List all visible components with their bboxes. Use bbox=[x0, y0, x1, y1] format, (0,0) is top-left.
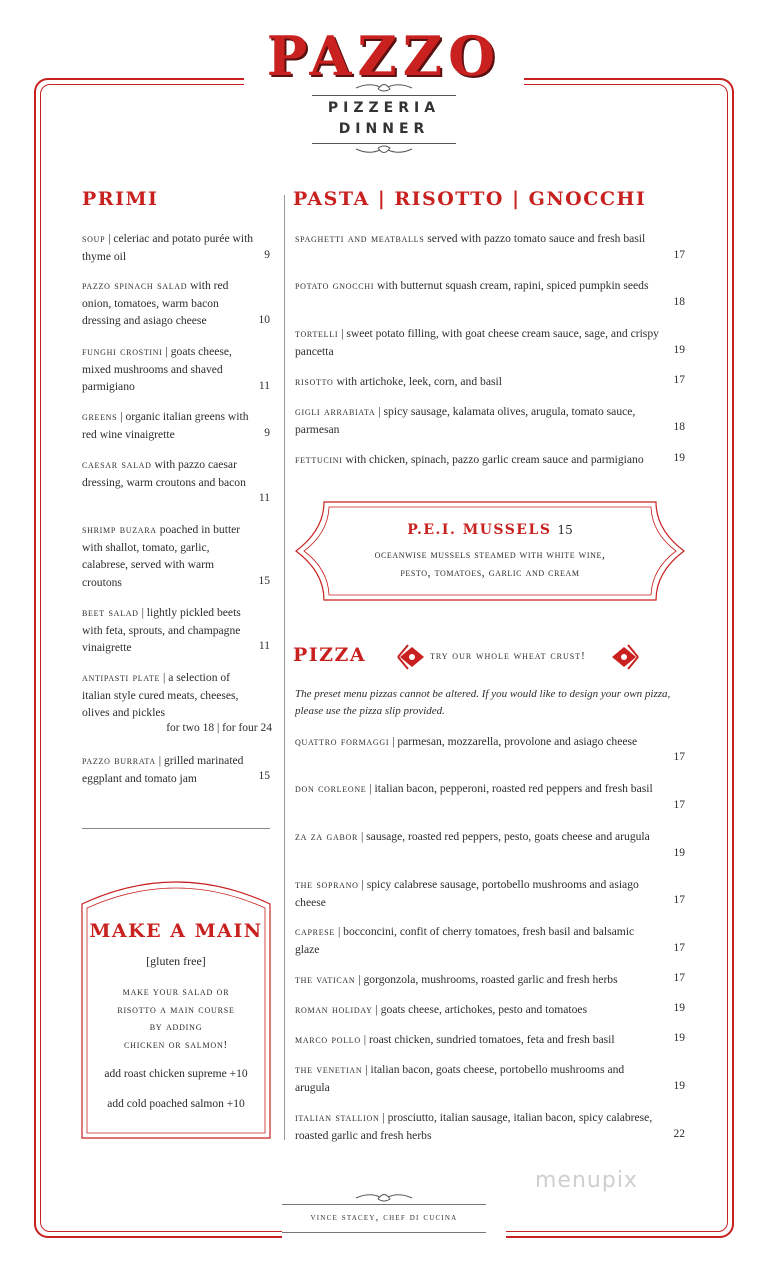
section-divider bbox=[82, 828, 270, 829]
pizza-heading: PIZZA bbox=[293, 644, 367, 666]
item-price: 11 bbox=[258, 492, 270, 504]
flourish-ornament-icon bbox=[354, 1190, 414, 1204]
frame-bottom-gap bbox=[282, 1224, 506, 1244]
whole-wheat-promo: try our whole wheat crust! bbox=[430, 650, 586, 662]
pizza-note: The preset menu pizzas cannot be altered. If you would like to design your own pizza, please use the pizza slip provided. bbox=[295, 688, 671, 717]
menu-item: roman holiday | goats cheese, artichokes, pesto and tomatoes bbox=[295, 1002, 588, 1016]
menu-item: marco pollo | roast chicken, sundried tomatoes, feta and fresh basil bbox=[295, 1032, 615, 1046]
add-chicken-option: add roast chicken supreme +10 bbox=[104, 1068, 248, 1080]
chef-credit: vince stacey, chef di cucina bbox=[310, 1212, 458, 1223]
menu-item: pazzo spinach salad with red onion, tomatoes, warm bacon dressing and asiago cheese bbox=[82, 278, 229, 327]
item-price: 15 bbox=[258, 575, 270, 587]
item-price: 17 bbox=[673, 942, 685, 954]
item-price: 17 bbox=[673, 374, 685, 386]
item-price: 18 bbox=[673, 421, 685, 433]
menu-item: funghi crostini | goats cheese, mixed mushrooms and shaved parmigiano bbox=[82, 344, 232, 393]
antipasti-sizes: for two 18 | for four 24 bbox=[166, 722, 272, 734]
item-price: 19 bbox=[673, 452, 685, 464]
menu-item: the vatican | gorgonzola, mushrooms, roasted garlic and fresh herbs bbox=[295, 972, 618, 986]
item-price: 10 bbox=[258, 314, 270, 326]
menu-item: antipasti plate | a selection of italian style cured meats, cheeses, olives and pickles bbox=[82, 670, 239, 719]
item-price: 22 bbox=[673, 1128, 685, 1140]
item-price: 15 bbox=[258, 770, 270, 782]
flourish-ornament-icon bbox=[354, 80, 414, 94]
item-price: 19 bbox=[673, 847, 685, 859]
item-price: 17 bbox=[673, 751, 685, 763]
column-divider bbox=[284, 195, 285, 1140]
item-price: 17 bbox=[673, 894, 685, 906]
menu-item: potato gnocchi with butternut squash cream, rapini, spiced pumpkin seeds bbox=[295, 278, 649, 292]
item-price: 17 bbox=[673, 249, 685, 261]
menu-item: gigli arrabiata | spicy sausage, kalamata olives, arugula, tomato sauce, parmesan bbox=[295, 404, 636, 436]
menu-item: don corleone | italian bacon, pepperoni, roasted red peppers and fresh basil bbox=[295, 781, 653, 795]
menu-item: italian stallion | prosciutto, italian sausage, italian bacon, spicy calabrese, roasted garlic and fresh herbs bbox=[295, 1110, 653, 1142]
menu-item: quattro formaggi | parmesan, mozzarella, provolone and asiago cheese bbox=[295, 734, 638, 748]
flourish-ornament-icon bbox=[354, 144, 414, 158]
pasta-heading: PASTA | RISOTTO | GNOCCHI bbox=[293, 188, 647, 210]
item-price: 9 bbox=[264, 427, 270, 439]
menu-item: spaghetti and meatballs served with pazzo tomato sauce and fresh basil bbox=[295, 231, 646, 245]
pazzo-logo: PAZZO bbox=[266, 24, 502, 88]
footer-rule-top bbox=[282, 1204, 486, 1205]
ornament-left-icon bbox=[396, 640, 426, 674]
item-price: 11 bbox=[258, 380, 270, 392]
menupix-watermark: menupix bbox=[535, 1168, 638, 1193]
item-price: 11 bbox=[258, 640, 270, 652]
menu-item: fettucini with chicken, spinach, pazzo garlic cream sauce and parmigiano bbox=[295, 452, 644, 466]
item-price: 18 bbox=[673, 296, 685, 308]
mussels-description: oceanwise mussels steamed with white wine, pesto, tomatoes, garlic and cream bbox=[374, 549, 606, 579]
make-a-main-title: MAKE A MAIN bbox=[89, 920, 263, 942]
menu-item: pazzo burrata | grilled marinated eggplant and tomato jam bbox=[82, 753, 244, 785]
menu-item: caesar salad with pazzo caesar dressing, warm croutons and bacon bbox=[82, 457, 246, 489]
menu-item: greens | organic italian greens with red wine vinaigrette bbox=[82, 409, 249, 441]
menu-item: beet salad | lightly pickled beets with feta, sprouts, and champagne vinaigrette bbox=[82, 605, 241, 654]
menu-item: shrimp buzara poached in butter with shallot, tomato, garlic, calabrese, served with warm croutons bbox=[82, 522, 241, 589]
header-subtitle-dinner: DINNER bbox=[338, 121, 430, 137]
primi-heading: PRIMI bbox=[82, 188, 159, 210]
add-salmon-option: add cold poached salmon +10 bbox=[107, 1098, 245, 1110]
item-price: 9 bbox=[264, 249, 270, 261]
menu-item: the venetian | italian bacon, goats cheese, portobello mushrooms and arugula bbox=[295, 1062, 625, 1094]
mussels-title: P.E.I. MUSSELS 15 bbox=[407, 522, 573, 538]
menu-item: za za gabor | sausage, roasted red peppers, pesto, goats cheese and arugula bbox=[295, 829, 650, 843]
item-price: 19 bbox=[673, 344, 685, 356]
menu-item: tortelli | sweet potato filling, with goat cheese cream sauce, sage, and crispy pancetta bbox=[295, 326, 659, 358]
header-rule-top bbox=[312, 95, 456, 96]
item-price: 17 bbox=[673, 799, 685, 811]
menu-item: risotto with artichoke, leek, corn, and basil bbox=[295, 374, 502, 388]
ornament-right-icon bbox=[610, 640, 640, 674]
make-a-main-description: make your salad or risotto a main course by adding chicken or salmon! bbox=[117, 986, 235, 1051]
menu-item: soup | celeriac and potato purée with thyme oil bbox=[82, 231, 254, 263]
item-price: 19 bbox=[673, 1002, 685, 1014]
footer-rule-bottom bbox=[282, 1232, 486, 1233]
menu-item: caprese | bocconcini, confit of cherry tomatoes, fresh basil and balsamic glaze bbox=[295, 924, 635, 956]
mussels-price: 15 bbox=[557, 523, 573, 537]
item-price: 17 bbox=[673, 972, 685, 984]
header-subtitle-pizzeria: PIZZERIA bbox=[327, 100, 441, 116]
make-a-main-gluten-free: [gluten free] bbox=[146, 954, 206, 968]
item-price: 19 bbox=[673, 1032, 685, 1044]
item-price: 19 bbox=[673, 1080, 685, 1092]
menu-item: the soprano | spicy calabrese sausage, portobello mushrooms and asiago cheese bbox=[295, 877, 639, 909]
